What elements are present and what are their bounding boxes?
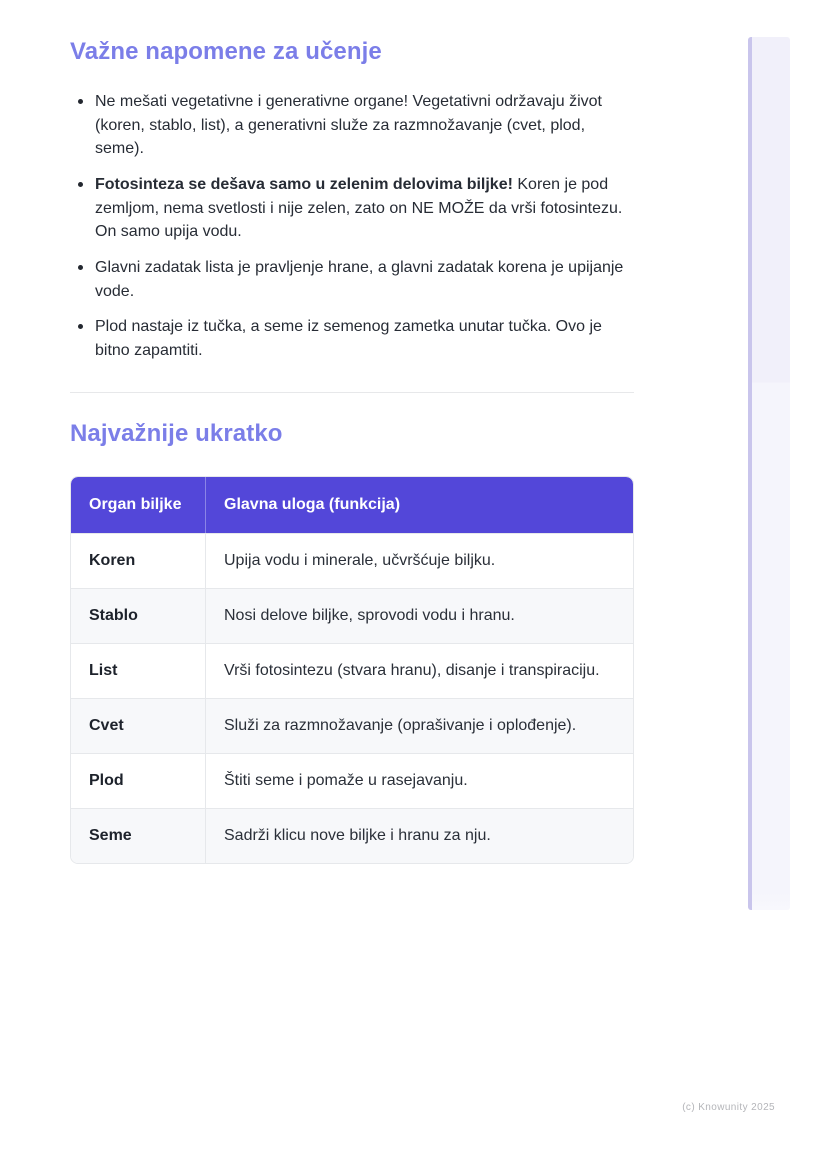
organ-role: Nosi delove biljke, sprovodi vodu i hranu. bbox=[206, 588, 633, 643]
copyright-footer: (c) Knowunity 2025 bbox=[682, 1102, 775, 1113]
organ-role: Upija vodu i minerale, učvršćuje biljku. bbox=[206, 533, 633, 588]
list-item-text: Ne mešati vegetativne i generativne organe! Vegetativni održavaju život (koren, stablo, list), a generativni služe za razmnožavanje (cvet, plod, seme). bbox=[95, 93, 602, 158]
organ-name: Koren bbox=[71, 533, 206, 588]
notes-section-title: Važne napomene za učenje bbox=[70, 38, 382, 65]
list-item bbox=[70, 90, 634, 161]
table-row bbox=[71, 808, 633, 863]
organ-role: Vrši fotosintezu (stvara hranu), disanje i transpiraciju. bbox=[206, 643, 633, 698]
table-row bbox=[71, 588, 633, 643]
content-column bbox=[70, 0, 634, 864]
table-header-row bbox=[71, 477, 633, 533]
organ-name: Stablo bbox=[71, 588, 206, 643]
list-item bbox=[70, 256, 634, 303]
list-item-bold-lead: Fotosinteza se dešava samo u zelenim delovima biljke! bbox=[95, 176, 513, 194]
notes-list bbox=[70, 90, 634, 363]
table-row bbox=[71, 643, 633, 698]
summary-section-title: Najvažnije ukratko bbox=[70, 419, 283, 447]
organ-name: List bbox=[71, 643, 206, 698]
organ-summary-table bbox=[70, 476, 634, 864]
table-row bbox=[71, 698, 633, 753]
organ-role: Sadrži klicu nove biljke i hranu za nju. bbox=[206, 808, 633, 863]
page-edge-strip bbox=[748, 37, 790, 910]
list-item bbox=[70, 315, 634, 362]
list-item-text: Koren je pod zemljom, nema svetlosti i nije zelen, zato on NE MOŽE da vrši fotosintezu. On samo upija vodu. bbox=[95, 176, 623, 241]
organ-name: Cvet bbox=[71, 698, 206, 753]
table-header-role: Glavna uloga (funkcija) bbox=[206, 477, 633, 533]
table-row bbox=[71, 533, 633, 588]
section-divider bbox=[70, 392, 634, 393]
organ-name: Seme bbox=[71, 808, 206, 863]
table-header-organ: Organ biljke bbox=[71, 477, 206, 533]
list-item-text: Plod nastaje iz tučka, a seme iz semenog zametka unutar tučka. Ovo je bitno zapamtiti. bbox=[95, 318, 602, 360]
list-item-text: Glavni zadatak lista je pravljenje hrane, a glavni zadatak korena je upijanje vode. bbox=[95, 259, 624, 300]
list-item bbox=[70, 173, 634, 244]
organ-role: Štiti seme i pomaže u rasejavanju. bbox=[206, 753, 633, 808]
table-row bbox=[71, 753, 633, 808]
organ-role: Služi za razmnožavanje (oprašivanje i oplođenje). bbox=[206, 698, 633, 753]
organ-name: Plod bbox=[71, 753, 206, 808]
